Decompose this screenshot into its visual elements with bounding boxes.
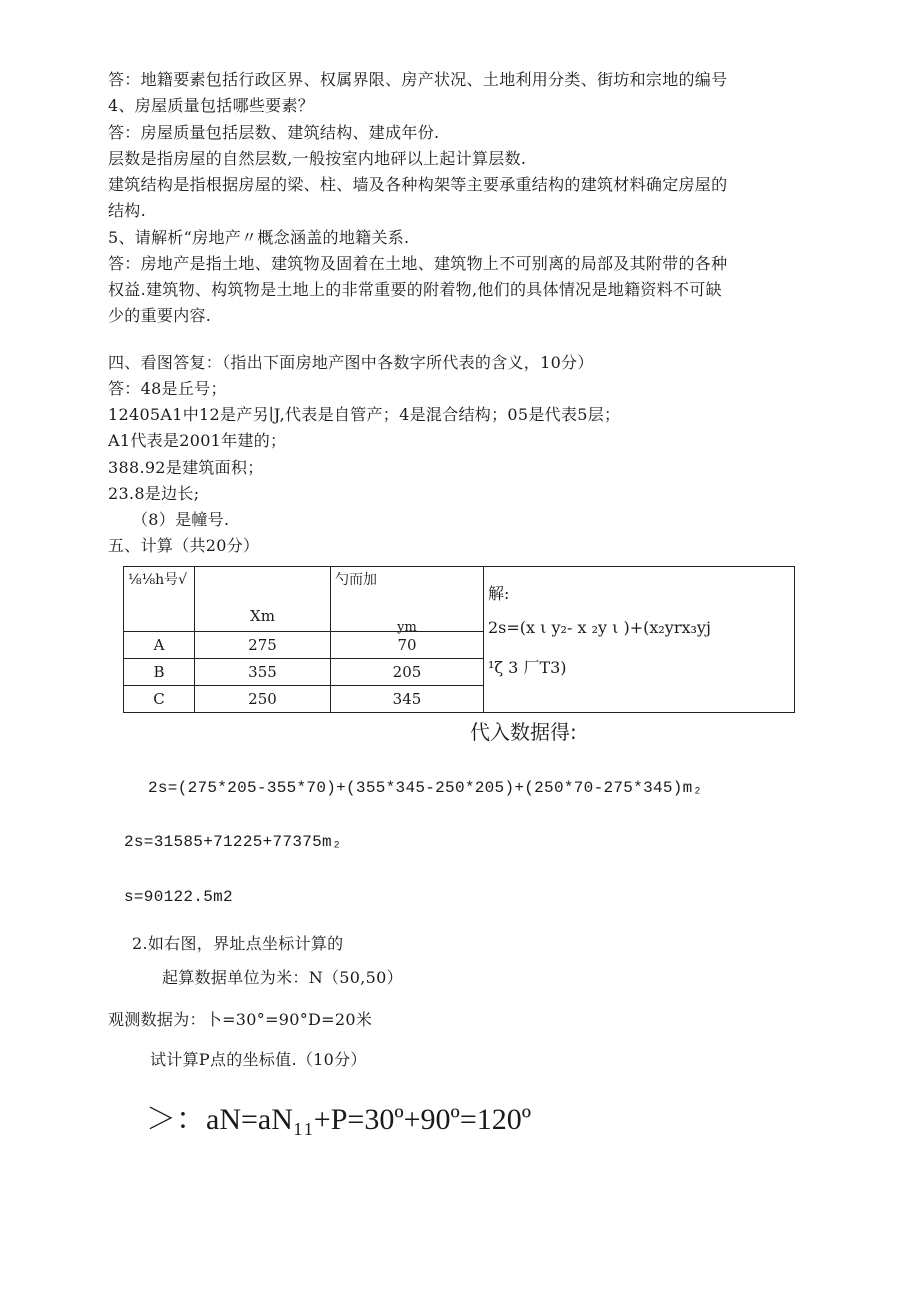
solution-cell: [484, 567, 795, 713]
question-2-line-2: 起算数据单位为米：N（50,50）: [162, 968, 403, 987]
line-2: 4、房屋质量包括哪些要素？: [108, 96, 315, 115]
section-4-heading: 四、看图答复：（指出下面房地产图中各数字所代表的含义，10分）: [108, 353, 594, 372]
calc-line-1: 2s=(275*205-355*70)+(355*345-250*205)+(250*70-275*345)m₂: [148, 779, 703, 797]
cell-x: 355: [195, 659, 331, 686]
line-4: 层数是指房屋的自然层数,一般按室内地砰以上起计算层数.: [108, 149, 527, 168]
cell-y: 205: [331, 659, 484, 686]
line-17: （8）是幢号.: [132, 510, 230, 529]
cell-y: 345: [331, 686, 484, 713]
substitute-heading: 代入数据得:: [470, 720, 577, 744]
header-y-top: 勺而加: [335, 572, 377, 588]
header-x: Xm: [250, 607, 275, 625]
cell-point: C: [124, 686, 195, 713]
azimuth-formula: ＞：aN=aN₁₁+P=30º+90º=120º: [146, 1103, 532, 1136]
line-9: 权益.建筑物、构筑物是土地上的非常重要的附着物,他们的具体情况是地籍资料不可缺: [108, 280, 722, 299]
line-1: 答：地籍要素包括行政区界、权属界限、房产状况、土地利用分类、街坊和宗地的编号: [108, 70, 728, 89]
calc-result: s=90122.5m2: [124, 888, 233, 906]
solution-formula-1: 2s=(x ι y₂- x ₂y ι )+(x₂yrx₃yj: [488, 618, 711, 637]
solution-formula-2: ¹ζ 3 厂T3): [488, 658, 567, 677]
line-13: 12405A1中12是产另∣J,代表是自管产；4是混合结构；05是代表5层；: [108, 405, 621, 424]
cell-point: A: [124, 632, 195, 659]
line-12: 答：48是丘号；: [108, 379, 227, 398]
solution-label: 解:: [488, 584, 510, 603]
line-14: A1代表是2001年建的；: [108, 431, 287, 450]
cell-y: 70: [331, 632, 484, 659]
line-6: 结构.: [108, 201, 146, 220]
line-16: 23.8是边长;: [108, 484, 200, 503]
line-7: 5、请解析“房地产〃概念涵盖的地籍关系.: [108, 228, 410, 247]
line-5: 建筑结构是指根据房屋的梁、柱、墙及各种构架等主要承重结构的建筑材料确定房屋的: [108, 175, 728, 194]
question-2-line-1: 2.如右图，界址点坐标计算的: [132, 934, 344, 953]
section-5-heading: 五、计算（共20分）: [108, 536, 260, 555]
table-header-row: [124, 567, 795, 632]
line-10: 少的重要内容.: [108, 306, 212, 325]
coordinate-table: [123, 566, 795, 713]
header-y: ym: [397, 620, 417, 635]
calc-line-2: 2s=31585+71225+77375m₂: [124, 833, 342, 851]
cell-x: 275: [195, 632, 331, 659]
cell-point: B: [124, 659, 195, 686]
question-2-line-4: 试计算P点的坐标值.（10分）: [150, 1050, 367, 1069]
header-point: ⅛⅛h号√: [128, 572, 188, 588]
cell-x: 250: [195, 686, 331, 713]
line-8: 答：房地产是指土地、建筑物及固着在土地、建筑物上不可别离的局部及其附带的各种: [108, 254, 728, 273]
line-3: 答：房屋质量包括层数、建筑结构、建成年份.: [108, 123, 440, 142]
question-2-line-3: 观测数据为：卜=30°=90°D=20米: [108, 1010, 373, 1029]
line-15: 388.92是建筑面积；: [108, 458, 264, 477]
